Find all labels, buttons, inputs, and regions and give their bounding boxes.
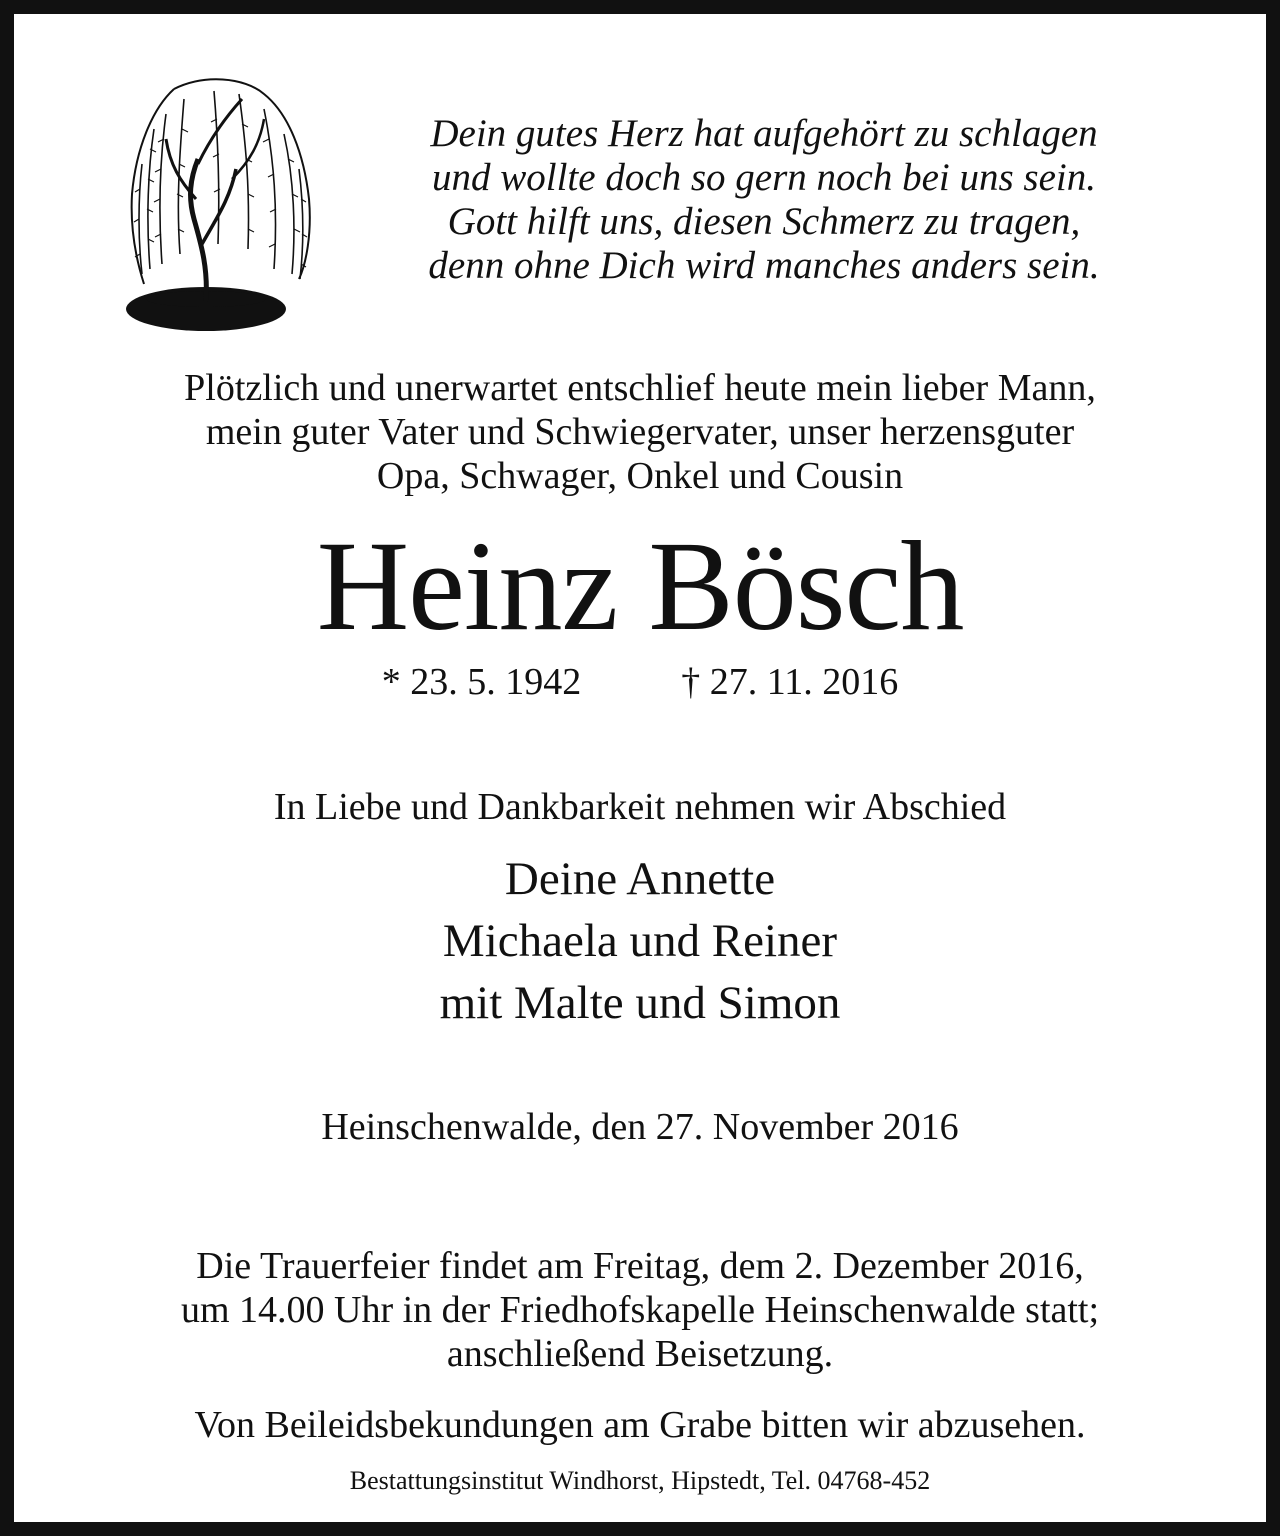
deceased-name: Heinz Bösch [316, 515, 964, 657]
service-line: anschließend Beisetzung. [446, 1333, 834, 1375]
mourner-line: mit Malte und Simon [439, 977, 841, 1029]
undertaker-info: Bestattungsinstitut Windhorst, Hipstedt, Tel. 04768-452 [349, 1466, 931, 1495]
birth-date: * 23. 5. 1942 [381, 661, 582, 703]
poem-line: denn ohne Dich wird manches anders sein. [428, 244, 1100, 287]
poem-line: Dein gutes Herz hat aufgehört zu schlagen [430, 112, 1098, 155]
mourner-line: Michaela und Reiner [442, 915, 838, 967]
death-date: † 27. 11. 2016 [681, 661, 899, 703]
poem-line: Gott hilft uns, diesen Schmerz zu tragen, [447, 200, 1081, 243]
life-dates [14, 657, 1266, 707]
farewell-line: In Liebe und Dankbarkeit nehmen wir Abschied [273, 786, 1007, 828]
mourner-line: Deine Annette [504, 853, 776, 905]
condolences-note: Von Beileidsbekundungen am Grabe bitten wir abzusehen. [194, 1404, 1086, 1446]
announcement-intro [14, 366, 1266, 498]
service-line: um 14.00 Uhr in der Friedhofskapelle Heinschenwalde statt; [180, 1289, 1100, 1331]
intro-line: Plötzlich und unerwartet entschlief heute mein lieber Mann, [184, 367, 1096, 409]
weeping-willow-icon [114, 69, 324, 344]
place-and-date: Heinschenwalde, den 27. November 2016 [321, 1106, 959, 1148]
mourners-list [14, 848, 1266, 1034]
intro-line: Opa, Schwager, Onkel und Cousin [376, 455, 904, 497]
poem [344, 112, 1184, 288]
service-line: Die Trauerfeier findet am Freitag, dem 2. Dezember 2016, [196, 1245, 1084, 1287]
intro-line: mein guter Vater und Schwiegervater, unser herzensguter [205, 411, 1075, 453]
funeral-service-info [14, 1244, 1266, 1376]
poem-line: und wollte doch so gern noch bei uns sein. [431, 156, 1096, 199]
